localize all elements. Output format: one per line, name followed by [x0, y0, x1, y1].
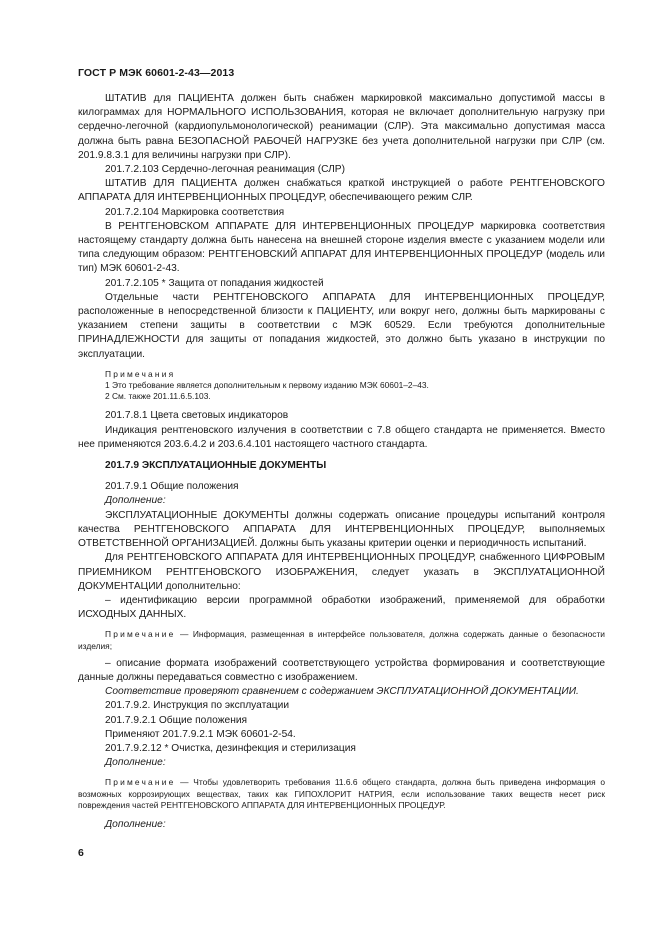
paragraph-quality-control: ЭКСПЛУАТАЦИОННЫЕ ДОКУМЕНТЫ должны содержать описание процедуры испытаний контроля качества РЕНТГЕНОВСКОГО АППАРАТА ДЛЯ ИНТЕРВЕНЦИОННЫХ ПРОЦЕДУР, выполняемых ОТВЕТСТВЕННОЙ ОРГАНИЗАЦИЕЙ. Должны быть указаны критерии оценки и периодичность испытаний. [78, 509, 605, 550]
addition-label: Дополнение: [105, 818, 166, 830]
addition-label: Дополнение: [105, 757, 166, 769]
clause-201-7-8-1: 201.7.8.1 Цвета световых индикаторов [105, 410, 289, 422]
list-item-software-version: – идентификацию версии программной обработки изображений, применяемой для обработки ИСХОДНЫХ ДАННЫХ. [78, 594, 605, 621]
paragraph-digital-receptor: Для РЕНТГЕНОВСКОГО АППАРАТА ДЛЯ ИНТЕРВЕНЦИОННЫХ ПРОЦЕДУР, снабженного ЦИФРОВЫМ ПРИЕМНИКОМ РЕНТГЕНОВСКОГО ИЗОБРАЖЕНИЯ, следует указать в ЭКСПЛУАТАЦИОННОЙ ДОКУМЕНТАЦИИ дополнительно: [78, 552, 605, 592]
note-user-interface: Примечание — Информация, размещенная в интерфейсе пользователя, должна содержать данные о безопасности изделия; [78, 629, 605, 651]
paragraph-patient-support-marking: ШТАТИВ для ПАЦИЕНТА должен быть снабжен маркировкой максимально допустимой массы в килограммах для НОРМАЛЬНОГО ИСПОЛЬЗОВАНИЯ, которая не включает дополнительную нагрузку при сердечно-легочной (кардиопульмонологической) реанимации (СЛР). Эта максимально допустимая масса должна быть равна БЕЗОПАСНОЙ РАБОЧЕЙ НАГРУЗКЕ без учета дополнительной нагрузки при СЛР (см. 201.9.8.3.1 для величины нагрузки при СЛР). [78, 93, 605, 161]
paragraph-cpr-instruction: ШТАТИВ ДЛЯ ПАЦИЕНТА должен снабжаться краткой инструкцией о работе РЕНТГЕНОВСКОГО АППАРАТА ДЛЯ ИНТЕРВЕНЦИОННЫХ ПРОЦЕДУР, обеспечивающего режим СЛР. [78, 178, 605, 204]
clause-201-7-2-103: 201.7.2.103 Сердечно-легочная реанимация (СЛР) [105, 164, 345, 176]
paragraph-conformity-marking: В РЕНТГЕНОВСКОМ АППАРАТЕ ДЛЯ ИНТЕРВЕНЦИОННЫХ ПРОЦЕДУР маркировка соответствия настоящему стандарту должна быть нанесена на внешней стороне изделия вместе с указанием модели или типа следующим образом: РЕНТГЕНОВСКИЙ АППАРАТ ДЛЯ ИНТЕРВЕНЦИОННЫХ ПРОЦЕДУР (модель или тип) МЭК 60601-2-43. [78, 220, 605, 275]
clause-201-7-9-2: 201.7.9.2. Инструкция по эксплуатации [105, 700, 290, 712]
list-item-image-format: – описание формата изображений соответствующего устройства формирования и соответствующие данные должны передаваться совместно с изображением. [78, 657, 605, 683]
paragraph-apply-iec-60601-2-54: Применяют 201.7.9.2.1 МЭК 60601-2-54. [105, 728, 296, 740]
clause-201-7-2-105: 201.7.2.105 * Защита от попадания жидкостей [105, 277, 324, 289]
page-content [78, 92, 605, 832]
section-heading-accompanying-documents: 201.7.9 ЭКСПЛУАТАЦИОННЫЕ ДОКУМЕНТЫ [105, 460, 327, 472]
compliance-check: Соответствие проверяют сравнением с содержанием ЭКСПЛУАТАЦИОННОЙ ДОКУМЕНТАЦИИ. [105, 686, 579, 698]
paragraph-liquid-protection: Отдельные части РЕНТГЕНОВСКОГО АППАРАТА ДЛЯ ИНТЕРВЕНЦИОННЫХ ПРОЦЕДУР, расположенные в непосредственной близости к ПАЦИЕНТУ, или вокруг него, должны быть маркированы с указанием степени защиты в соответствии с МЭК 60529. Если требуются дополнительные ПРИНАДЛЕЖНОСТИ для защиты от попадания жидкостей, это должно быть указано в инструкции по эксплуатации. [78, 291, 605, 360]
clause-201-7-9-2-12: 201.7.9.2.12 * Очистка, дезинфекция и стерилизация [105, 742, 356, 754]
note-corrosive-substances: Примечание — Чтобы удовлетворить требования 11.6.6 общего стандарта, должна быть приведена информация о возможных коррозирующих веществах, таких как ГИПОХЛОРИТ НАТРИЯ, если использование таких веществ несет риск повреждения частей РЕНТГЕНОВСКОГО АППАРАТА ДЛЯ ИНТЕРВЕНЦИОННЫХ ПРОЦЕДУР. [78, 777, 605, 810]
page-number: 6 [78, 847, 84, 859]
note-item: 1 Это требование является дополнительным к первому изданию МЭК 60601–2–43. [105, 380, 429, 391]
clause-201-7-2-104: 201.7.2.104 Маркировка соответствия [105, 206, 285, 218]
notes-block [78, 369, 605, 403]
note-item: 2 См. также 201.11.6.5.103. [105, 391, 211, 402]
page-header-standard-number: ГОСТ Р МЭК 60601-2-43—2013 [78, 67, 235, 79]
addition-label: Дополнение: [105, 495, 166, 507]
clause-201-7-9-1: 201.7.9.1 Общие положения [105, 481, 239, 493]
notes-label: Примечания [105, 368, 176, 379]
paragraph-indicator-colours: Индикация рентгеновского излучения в соответствии с 7.8 общего стандарта не применяется. Вместо нее применяются 203.6.4.2 и 203.6.4.101 настоящего частного стандарта. [78, 424, 605, 450]
clause-201-7-9-2-1: 201.7.9.2.1 Общие положения [105, 714, 248, 726]
